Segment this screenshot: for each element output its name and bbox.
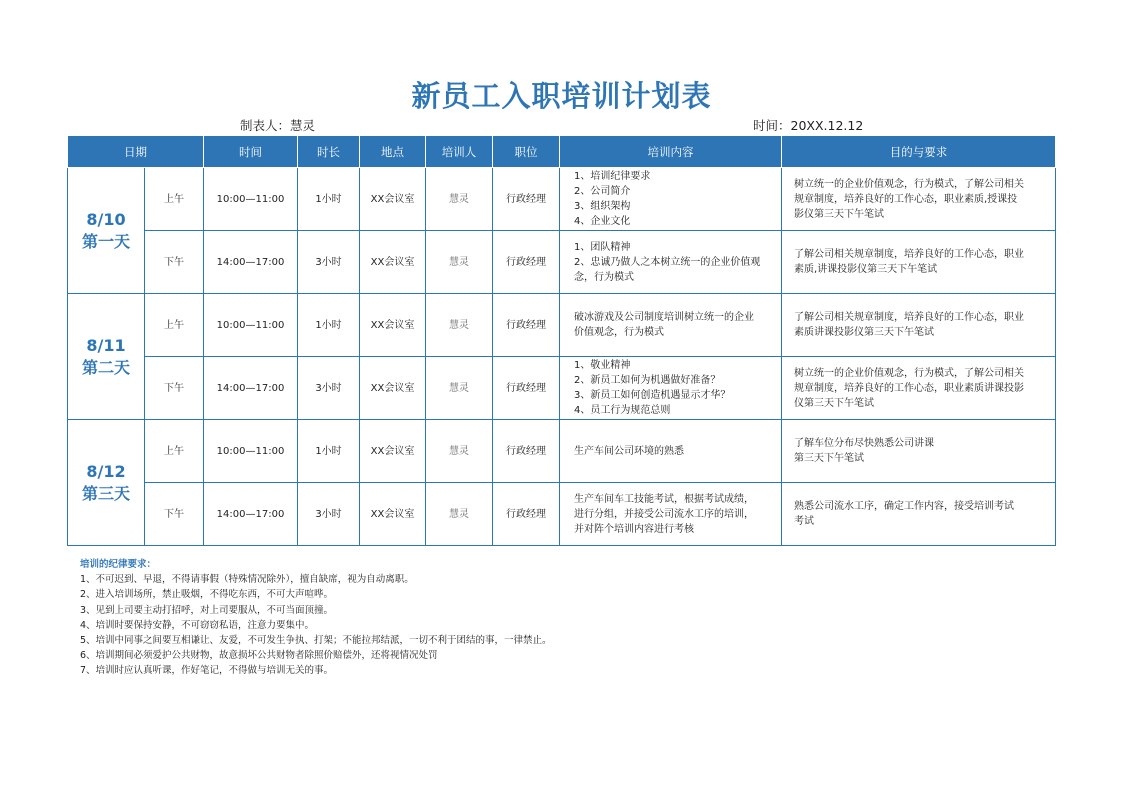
time-cell: 10:00—11:00 <box>204 294 298 357</box>
table-row <box>68 168 1056 231</box>
table-header-row <box>68 136 1056 168</box>
period-cell: 下午 <box>145 483 204 546</box>
text-line: 生产车间车工技能考试，根据考试成绩， <box>574 493 754 505</box>
day-date: 8/11 <box>86 335 126 355</box>
maker-label: 制表人：慧灵 <box>240 118 316 133</box>
duration-cell: 1小时 <box>298 294 360 357</box>
goal-cell <box>782 357 1056 420</box>
day-name: 第二天 <box>81 357 130 377</box>
period-cell: 上午 <box>145 168 204 231</box>
note-item: 6、培训期间必须爱护公共财物，故意损坏公共财物者除照价赔偿外，还将视情况处罚 <box>80 650 438 662</box>
header-duration: 时长 <box>298 136 360 168</box>
text-line: 1、团队精神 <box>574 241 631 253</box>
text-line: 第三天下午笔试 <box>794 453 864 464</box>
text-line: 念，行为模式 <box>574 271 634 283</box>
header-goal: 目的与要求 <box>782 136 1056 168</box>
trainer-cell: 慧灵 <box>426 168 493 231</box>
text-line: 素质,讲课投影仪第三天下午笔试 <box>794 264 938 275</box>
position-cell: 行政经理 <box>493 357 560 420</box>
goal-cell <box>782 294 1056 357</box>
day-date: 8/10 <box>86 209 126 229</box>
day-date: 8/12 <box>86 461 126 481</box>
text-line: 并对阵个培训内容进行考核 <box>574 523 694 535</box>
header-trainer: 培训人 <box>426 136 493 168</box>
content-cell <box>560 420 782 483</box>
text-line: 2、新员工如何为机遇做好准备？ <box>574 375 721 386</box>
text-line: 1、培训纪律要求 <box>574 171 651 182</box>
period-cell: 上午 <box>145 294 204 357</box>
time-cell: 10:00—11:00 <box>204 168 298 231</box>
text-line: 进行分组，并接受公司流水工序的培训， <box>574 508 754 520</box>
day-cell <box>68 168 145 294</box>
period-cell: 下午 <box>145 231 204 294</box>
page-title: 新员工入职培训计划表 <box>411 79 712 113</box>
trainer-cell: 慧灵 <box>426 357 493 420</box>
note-item: 7、培训时应认真听课，作好笔记，不得做与培训无关的事。 <box>80 665 334 677</box>
note-item: 2、进入培训场所，禁止吸烟，不得吃东西，不可大声喧哗。 <box>80 589 334 601</box>
discipline-notes <box>80 557 552 679</box>
header-position: 职位 <box>493 136 560 168</box>
place-cell: XX会议室 <box>360 420 426 483</box>
table-row <box>68 294 1056 357</box>
text-line: 2、公司简介 <box>574 186 631 197</box>
notes-title: 培训的纪律要求： <box>80 559 157 570</box>
duration-cell: 3小时 <box>298 231 360 294</box>
text-line: 2、忠诚乃做人之本树立统一的企业价值观 <box>574 256 761 268</box>
text-line: 仪第三天下午笔试 <box>794 397 874 409</box>
note-item: 4、培训时要保持安静，不可窃窃私语，注意力要集中。 <box>80 619 315 631</box>
position-cell: 行政经理 <box>493 294 560 357</box>
trainer-cell: 慧灵 <box>426 483 493 546</box>
text-line: 4、企业文化 <box>574 216 631 227</box>
header-content: 培训内容 <box>560 136 782 168</box>
trainer-cell: 慧灵 <box>426 420 493 483</box>
goal-cell <box>782 420 1056 483</box>
duration-cell: 3小时 <box>298 357 360 420</box>
goal-cell <box>782 483 1056 546</box>
text-line: 树立统一的企业价值观念，行为模式，了解公司相关 <box>794 367 1024 379</box>
time-cell: 14:00—17:00 <box>204 357 298 420</box>
text-line: 破冰游戏及公司制度培训树立统一的企业 <box>574 312 754 323</box>
date-label: 时间：20XX.12.12 <box>753 118 864 133</box>
content-cell <box>560 357 782 420</box>
place-cell: XX会议室 <box>360 357 426 420</box>
goal-cell <box>782 231 1056 294</box>
text-line: 4、员工行为规范总则 <box>574 405 671 416</box>
day-cell <box>68 294 145 420</box>
table-row <box>68 420 1056 483</box>
training-plan-table <box>67 135 1056 546</box>
note-item: 3、见到上司要主动打招呼，对上司要服从，不可当面顶撞。 <box>80 604 334 616</box>
text-line: 熟悉公司流水工序，确定工作内容，接受培训考试 <box>794 501 1014 512</box>
table-row <box>68 483 1056 546</box>
text-line: 1、敬业精神 <box>574 360 631 371</box>
text-line: 影仪第三天下午笔试 <box>794 208 884 220</box>
text-line: 3、组织架构 <box>574 201 631 212</box>
note-item: 5、培训中同事之间要互相谦让、友爱，不可发生争执、打架；不能拉邦结派，一切不利于团结的事，一律禁止。 <box>80 635 552 647</box>
text-line: 生产车间公司环境的熟悉 <box>574 445 684 457</box>
duration-cell: 1小时 <box>298 420 360 483</box>
text-line: 规章制度，培养良好的工作心态，职业素质,授课投 <box>794 193 1018 205</box>
table-row <box>68 357 1056 420</box>
day-cell <box>68 420 145 546</box>
text-line: 考试 <box>794 516 814 527</box>
content-cell <box>560 294 782 357</box>
table-row <box>68 231 1056 294</box>
place-cell: XX会议室 <box>360 483 426 546</box>
position-cell: 行政经理 <box>493 231 560 294</box>
place-cell: XX会议室 <box>360 231 426 294</box>
time-cell: 14:00—17:00 <box>204 231 298 294</box>
duration-cell: 3小时 <box>298 483 360 546</box>
time-cell: 14:00—17:00 <box>204 483 298 546</box>
content-cell <box>560 168 782 231</box>
text-line: 了解公司相关规章制度，培养良好的工作心态，职业 <box>794 312 1024 323</box>
trainer-cell: 慧灵 <box>426 294 493 357</box>
day-name: 第一天 <box>81 231 130 251</box>
text-line: 了解车位分布尽快熟悉公司讲课 <box>794 438 934 449</box>
text-line: 素质讲课投影仪第三天下午笔试 <box>794 327 934 338</box>
goal-cell <box>782 168 1056 231</box>
period-cell: 下午 <box>145 357 204 420</box>
position-cell: 行政经理 <box>493 420 560 483</box>
position-cell: 行政经理 <box>493 168 560 231</box>
day-name: 第三天 <box>81 483 130 503</box>
text-line: 树立统一的企业价值观念，行为模式，了解公司相关 <box>794 178 1024 190</box>
content-cell <box>560 231 782 294</box>
duration-cell: 1小时 <box>298 168 360 231</box>
period-cell: 上午 <box>145 420 204 483</box>
header-date: 日期 <box>68 136 204 168</box>
text-line: 3、新员工如何创造机遇显示才华？ <box>574 390 731 401</box>
text-line: 价值观念，行为模式 <box>574 327 664 338</box>
place-cell: XX会议室 <box>360 168 426 231</box>
content-cell <box>560 483 782 546</box>
header-time: 时间 <box>204 136 298 168</box>
header-place: 地点 <box>360 136 426 168</box>
place-cell: XX会议室 <box>360 294 426 357</box>
text-line: 了解公司相关规章制度，培养良好的工作心态，职业 <box>794 249 1024 260</box>
time-cell: 10:00—11:00 <box>204 420 298 483</box>
note-item: 1、不可迟到、早退，不得请事假（特殊情况除外），擅自缺席，视为自动离职。 <box>80 574 414 586</box>
position-cell: 行政经理 <box>493 483 560 546</box>
text-line: 规章制度，培养良好的工作心态，职业素质讲课投影 <box>794 382 1024 394</box>
trainer-cell: 慧灵 <box>426 231 493 294</box>
